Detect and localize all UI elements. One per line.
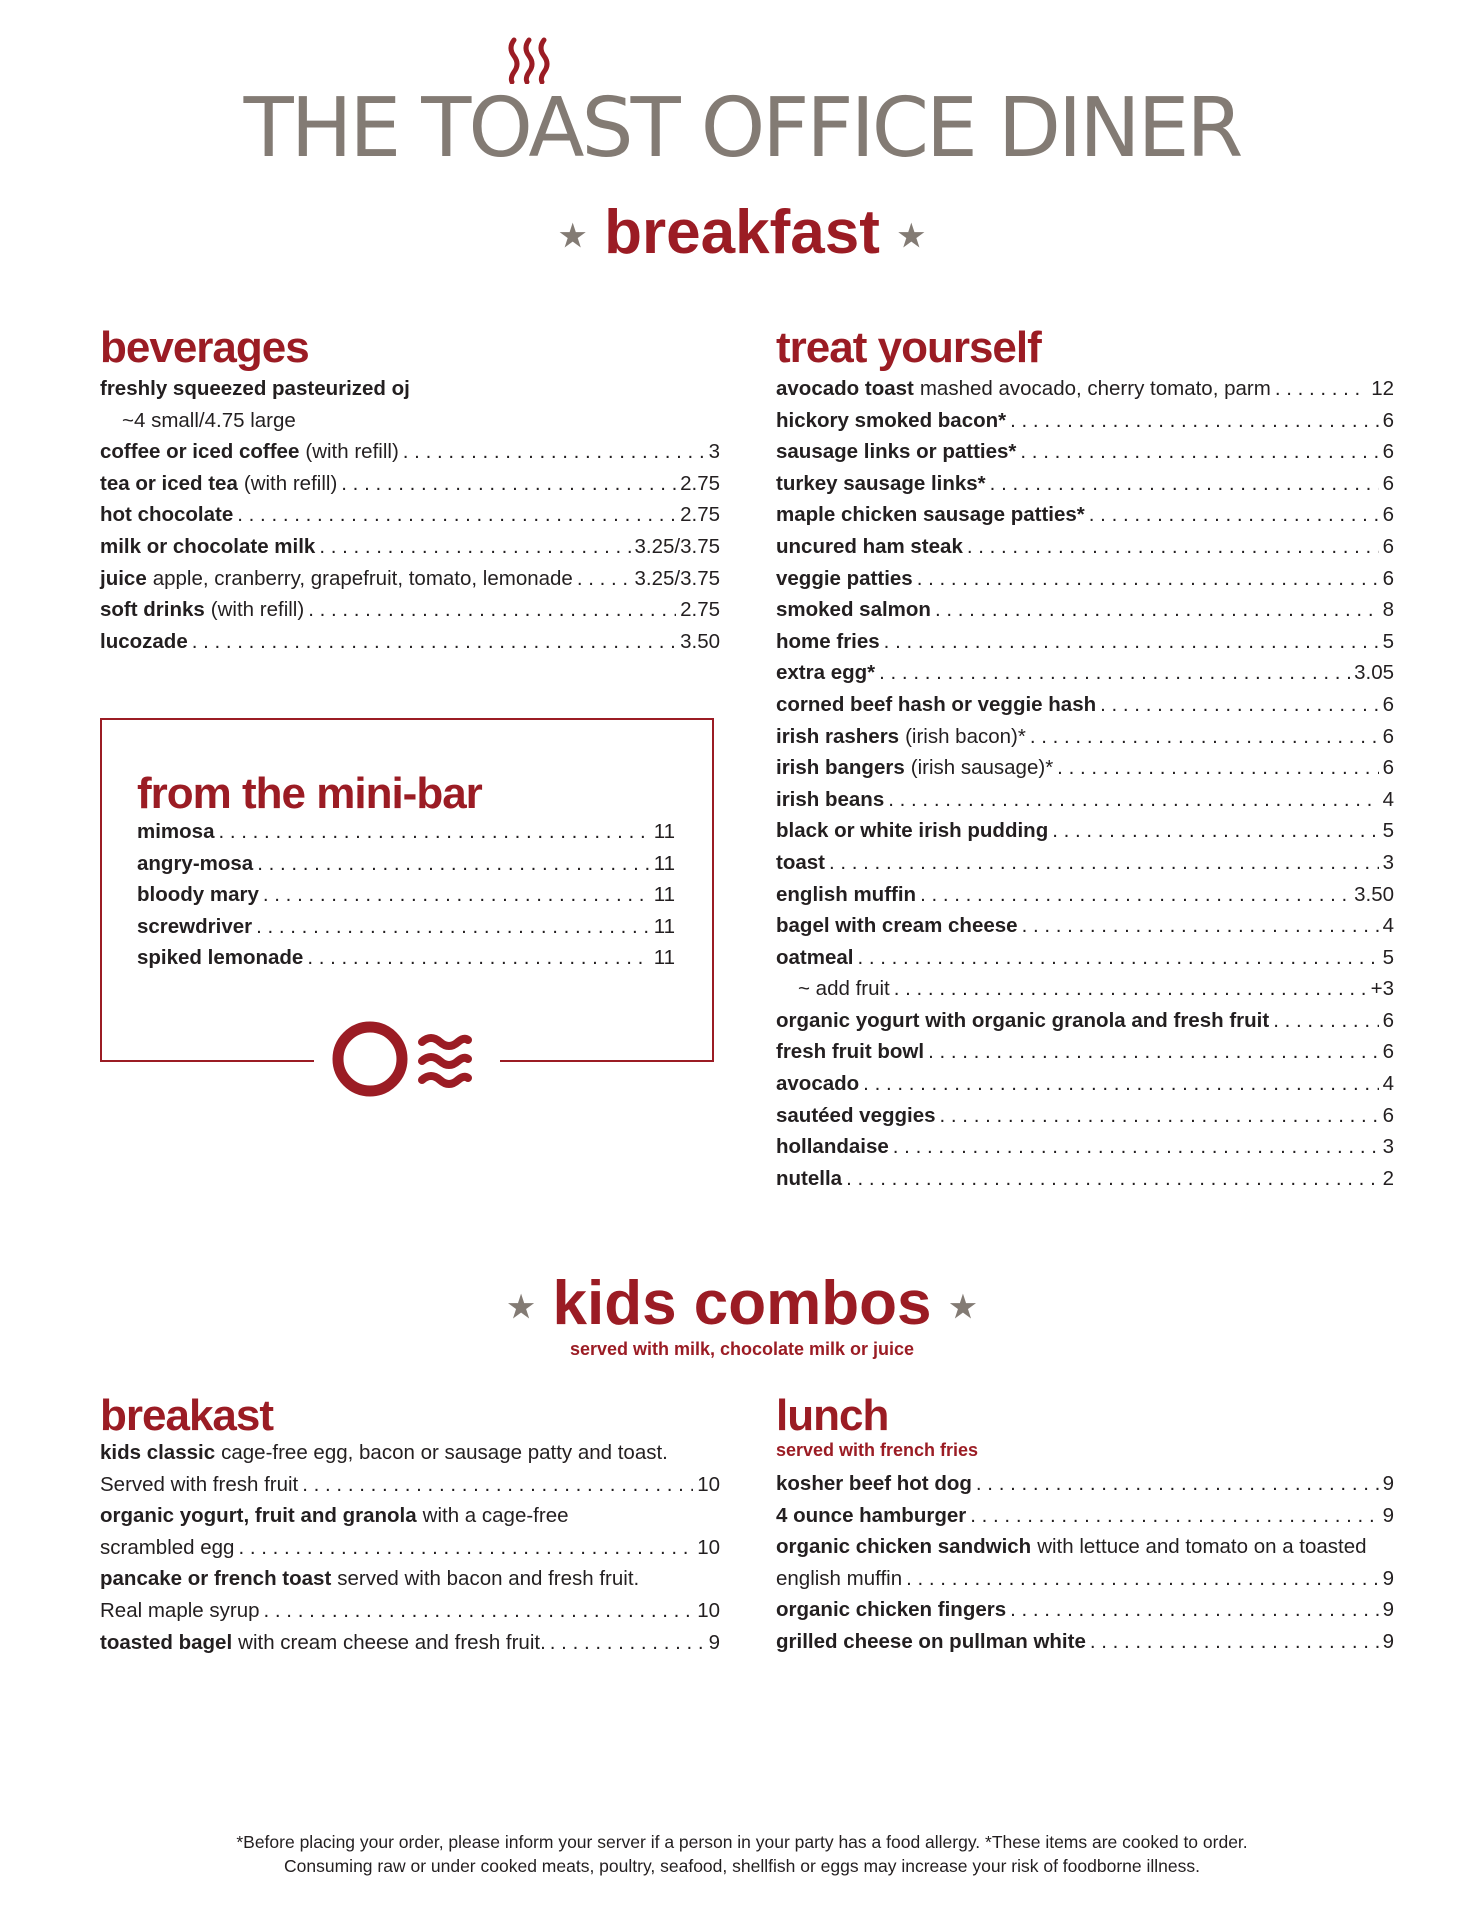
menu-item-price: 9 [708,1630,720,1654]
menu-item-description: mashed avocado, cherry tomato, parm [919,377,1271,400]
menu-item [776,1009,1394,1041]
dot-leader [894,977,1367,1001]
dot-leader [192,630,676,654]
menu-item [100,440,720,472]
menu-item-description: with cream cheese and fresh fruit. [238,1630,546,1654]
menu-item [776,1630,1394,1662]
menu-item-name: kosher beef hot dog [776,1472,972,1495]
menu-item-price: 2.75 [680,471,720,495]
menu-item-name: home fries [776,629,880,653]
menu-item [776,1535,1394,1567]
disclaimer-line-2: Consuming raw or under cooked meats, poultry, seafood, shellfish or eggs may increase your risk of foodborne illness. [284,1856,1200,1876]
dot-leader [863,1072,1378,1096]
menu-item-name: organic chicken fingers [776,1598,1007,1622]
dot-leader [1022,914,1379,938]
menu-item-price: 6 [1382,471,1394,495]
dot-leader [256,915,650,939]
menu-item-price: 3.50 [1354,882,1394,906]
menu-item-name: extra egg* [776,661,876,685]
menu-item-name: veggie patties [776,566,913,590]
menu-item-price: 11 [653,851,675,875]
menu-item-description: cage-free egg, bacon or sausage patty and toast. [221,1441,668,1464]
dot-leader [1020,440,1378,464]
menu-item [776,946,1394,978]
menu-item-name: mimosa [137,820,215,843]
menu-item-price: 6 [1382,692,1394,716]
menu-item-name: sautéed veggies [776,1103,936,1127]
menu-item-description: ~ add fruit [798,977,890,1001]
menu-item-description: with lettuce and tomato on a toasted [1037,1535,1367,1559]
steam-icon [504,36,554,84]
dot-leader [257,852,650,876]
dot-leader [341,472,676,496]
dot-leader [888,788,1378,812]
dot-leader [893,1135,1379,1159]
dot-leader [403,440,705,464]
menu-item-price: 11 [653,883,675,907]
menu-item [776,1472,1394,1504]
menu-item-price: 2.75 [680,598,720,622]
menu-item-name: angry-mosa [137,851,254,875]
kids-lunch-heading: lunch [776,1391,889,1440]
menu-item-price: 4 [1382,1072,1394,1096]
menu-item [776,1567,1394,1599]
menu-item-price: 3 [1382,1135,1394,1159]
kids-combos-subtitle: served with milk, chocolate milk or juice [569,1339,915,1359]
allergy-disclaimer [0,1830,1484,1878]
dot-leader [829,851,1379,875]
menu-item [137,883,675,915]
menu-item-name: sausage links or patties* [776,440,1017,464]
menu-item [100,1599,720,1631]
menu-item-name: bagel with cream cheese [776,914,1018,938]
dot-leader [264,1599,694,1623]
menu-item-price: 6 [1382,440,1394,464]
menu-item-price: 10 [697,1535,720,1559]
dot-leader [1275,377,1367,401]
menu-item [100,472,720,504]
treat-yourself-list [776,377,1394,1198]
star-icon: ★ [897,219,925,253]
menu-item-description: (with refill) [210,598,305,622]
menu-item-name: screwdriver [137,914,253,938]
menu-item-description: scrambled egg [100,1535,235,1559]
menu-item-description: Served with fresh fruit [100,1472,299,1496]
kids-lunch-list [776,1472,1394,1662]
menu-item-price: 9 [1382,1629,1394,1653]
menu-item-name: corned beef hash or veggie hash [776,692,1097,716]
menu-item-price: 9 [1382,1472,1394,1495]
dot-leader [920,883,1350,907]
menu-item-name: juice [100,566,147,590]
menu-item [776,472,1394,504]
menu-item-name: freshly squeezed pasteurized oj [100,377,410,400]
menu-item-price: 3.25/3.75 [634,566,720,590]
menu-item-price: 11 [653,914,675,938]
menu-item [776,377,1394,409]
menu-item-price: 4 [1382,787,1394,811]
menu-item [776,851,1394,883]
menu-item [776,725,1394,757]
menu-item [776,693,1394,725]
menu-item [776,1598,1394,1630]
dot-leader [884,630,1379,654]
disclaimer-line-1: *Before placing your order, please inform your server if a person in your party has a food allergy. *These items are cooked to order. [236,1832,1248,1852]
minibar-list [137,820,675,978]
toast-office-emblem-icon [330,1016,488,1102]
menu-item [776,440,1394,472]
menu-item-name: oatmeal [776,945,854,969]
breakfast-title [0,198,1484,267]
menu-item-price: 9 [1382,1566,1394,1590]
menu-item [100,1504,720,1536]
menu-item-price: +3 [1370,977,1394,1001]
star-icon: ★ [559,219,587,253]
minibar-divider [500,1060,712,1062]
menu-item-name: grilled cheese on pullman white [776,1629,1086,1653]
dot-leader [879,661,1350,685]
menu-item-description: served with bacon and fresh fruit. [337,1567,640,1591]
menu-item [137,820,675,852]
menu-item-name: soft drinks [100,598,205,622]
menu-item [137,852,675,884]
menu-item-price: 6 [1382,756,1394,780]
menu-item-price: 3.50 [680,629,720,653]
dot-leader [1100,693,1378,717]
kids-combos-title [0,1269,1484,1338]
dot-leader [857,946,1378,970]
menu-item [137,915,675,947]
menu-item-name: hickory smoked bacon* [776,408,1007,432]
menu-item-name: milk or chocolate milk [100,534,316,558]
menu-item-name: irish beans [776,787,885,811]
dot-leader [976,1472,1379,1496]
menu-item [776,1135,1394,1167]
menu-item-name: bloody mary [137,883,259,907]
dot-leader [935,598,1379,622]
minibar-heading: from the mini-bar [137,769,482,818]
menu-item [776,914,1394,946]
menu-item [776,883,1394,915]
menu-item-name: coffee or iced coffee [100,440,300,464]
dot-leader [237,503,676,527]
menu-item-name: lucozade [100,629,188,653]
dot-leader [263,883,650,907]
menu-item [776,977,1394,1009]
menu-item [100,377,720,409]
menu-item-price: 10 [697,1598,720,1622]
menu-item [776,535,1394,567]
menu-item [776,788,1394,820]
menu-item [776,1072,1394,1104]
menu-item [100,503,720,535]
dot-leader [970,1504,1378,1528]
star-icon: ★ [949,1290,977,1324]
menu-item-name: irish rashers [776,724,900,748]
breakfast-title-text: breakfast [604,198,880,267]
menu-item-price: 2.75 [680,503,720,527]
menu-item-price: 9 [1382,1503,1394,1527]
menu-item-description: apple, cranberry, grapefruit, tomato, lemonade [152,566,573,590]
menu-item-price: 11 [653,820,675,843]
dot-leader [1057,756,1378,780]
menu-item-description: with a cage-free [422,1504,569,1528]
menu-item-description: (irish sausage)* [910,756,1054,780]
menu-item-name: fresh fruit bowl [776,1040,925,1064]
dot-leader [308,598,676,622]
dot-leader [577,567,631,591]
menu-item-description: Real maple syrup [100,1598,260,1622]
menu-item-name: smoked salmon [776,598,931,622]
menu-item-price: 4 [1382,914,1394,938]
menu-item-name: tea or iced tea [100,471,238,495]
dot-leader [238,1536,693,1560]
menu-item-name: kids classic [100,1441,216,1464]
menu-item [776,630,1394,662]
menu-item-name: pancake or french toast [100,1567,332,1591]
dot-leader [307,946,649,970]
diner-logo [0,36,1484,176]
menu-item-description: (with refill) [243,471,338,495]
menu-item-price: 6 [1382,566,1394,590]
dot-leader [302,1473,693,1497]
menu-item-price: 9 [1382,1598,1394,1622]
menu-item-description: english muffin [776,1566,903,1590]
menu-item-name: english muffin [776,882,917,906]
menu-item-name: hot chocolate [100,503,234,527]
menu-item-description: (irish bacon)* [905,724,1026,748]
dot-leader [990,472,1379,496]
menu-item [776,598,1394,630]
kids-breakfast-list [100,1441,720,1662]
menu-item [776,756,1394,788]
menu-item-price: 11 [653,946,675,970]
dot-leader [1030,725,1379,749]
menu-item [776,1167,1394,1199]
logo-wordmark: THE TOAST OFFICE DINER [243,81,1241,176]
treat-yourself-heading: treat yourself [776,323,1041,372]
menu-item-name: organic yogurt, fruit and granola [100,1504,417,1528]
menu-item-description: ~4 small/4.75 large [122,408,296,432]
dot-leader [218,820,649,844]
menu-item-price: 6 [1382,534,1394,558]
kids-lunch-subtitle: served with french fries [776,1440,979,1460]
menu-item-price: 6 [1382,408,1394,432]
menu-item [100,630,720,662]
menu-item [776,567,1394,599]
menu-item [100,1473,720,1505]
menu-item-name: spiked lemonade [137,946,304,970]
menu-item-price: 6 [1382,1040,1394,1064]
dot-leader [1089,503,1379,527]
menu-item [776,409,1394,441]
dot-leader [846,1167,1379,1191]
menu-item-price: 5 [1382,629,1394,653]
menu-item-price: 3 [708,440,720,464]
menu-item-name: avocado toast [776,377,914,400]
kids-breakfast-heading: breakast [100,1391,274,1440]
menu-item-name: maple chicken sausage patties* [776,503,1085,527]
dot-leader [940,1104,1379,1128]
menu-item [776,1040,1394,1072]
menu-item [100,1441,720,1473]
beverages-heading: beverages [100,323,309,372]
menu-item [776,819,1394,851]
menu-item [100,567,720,599]
menu-item-price: 6 [1382,503,1394,527]
menu-item [100,1631,720,1663]
kids-combos-title-text: kids combos [552,1269,932,1338]
menu-item-name: irish bangers [776,756,905,780]
menu-item-price: 3 [1382,850,1394,874]
dot-leader [1052,819,1378,843]
menu-item-name: turkey sausage links* [776,471,986,495]
menu-item [100,1536,720,1568]
menu-item-name: organic chicken sandwich [776,1535,1032,1559]
dot-leader [967,535,1379,559]
menu-item-price: 6 [1382,724,1394,748]
menu-item-name: avocado [776,1072,860,1096]
menu-item [100,598,720,630]
menu-item-name: uncured ham steak [776,534,963,558]
menu-item-price: 5 [1382,945,1394,969]
menu-item [776,1504,1394,1536]
dot-leader [550,1631,705,1655]
menu-item-name: organic yogurt with organic granola and fresh fruit [776,1008,1270,1032]
menu-item-name: nutella [776,1166,843,1190]
star-icon: ★ [507,1290,535,1324]
dot-leader [1090,1630,1379,1654]
dot-leader [917,567,1379,591]
menu-item-description: (with refill) [305,440,399,464]
dot-leader [1010,409,1378,433]
menu-item-name: black or white irish pudding [776,819,1049,843]
menu-item [776,1104,1394,1136]
menu-item-price: 8 [1382,598,1394,622]
menu-item-price: 10 [697,1472,720,1496]
menu-item [776,503,1394,535]
menu-item-price: 2 [1382,1166,1394,1190]
minibar-divider [100,1060,314,1062]
dot-leader [1010,1598,1378,1622]
menu-item-price: 6 [1382,1103,1394,1127]
menu-item-price: 12 [1371,377,1394,400]
menu-item-price: 6 [1382,1008,1394,1032]
menu-item [776,661,1394,693]
menu-item-name: toasted bagel [100,1630,233,1654]
menu-item-price: 5 [1382,819,1394,843]
beverages-list [100,377,720,661]
menu-item [137,946,675,978]
dot-leader [319,535,630,559]
menu-item-price: 3.05 [1354,661,1394,685]
menu-item-name: hollandaise [776,1135,889,1159]
menu-item-name: 4 ounce hamburger [776,1503,967,1527]
menu-item [100,409,720,441]
menu-item [100,535,720,567]
menu-item [100,1567,720,1599]
dot-leader [906,1567,1378,1591]
dot-leader [1273,1009,1378,1033]
dot-leader [928,1040,1379,1064]
menu-item-price: 3.25/3.75 [634,534,720,558]
menu-item-name: toast [776,850,825,874]
